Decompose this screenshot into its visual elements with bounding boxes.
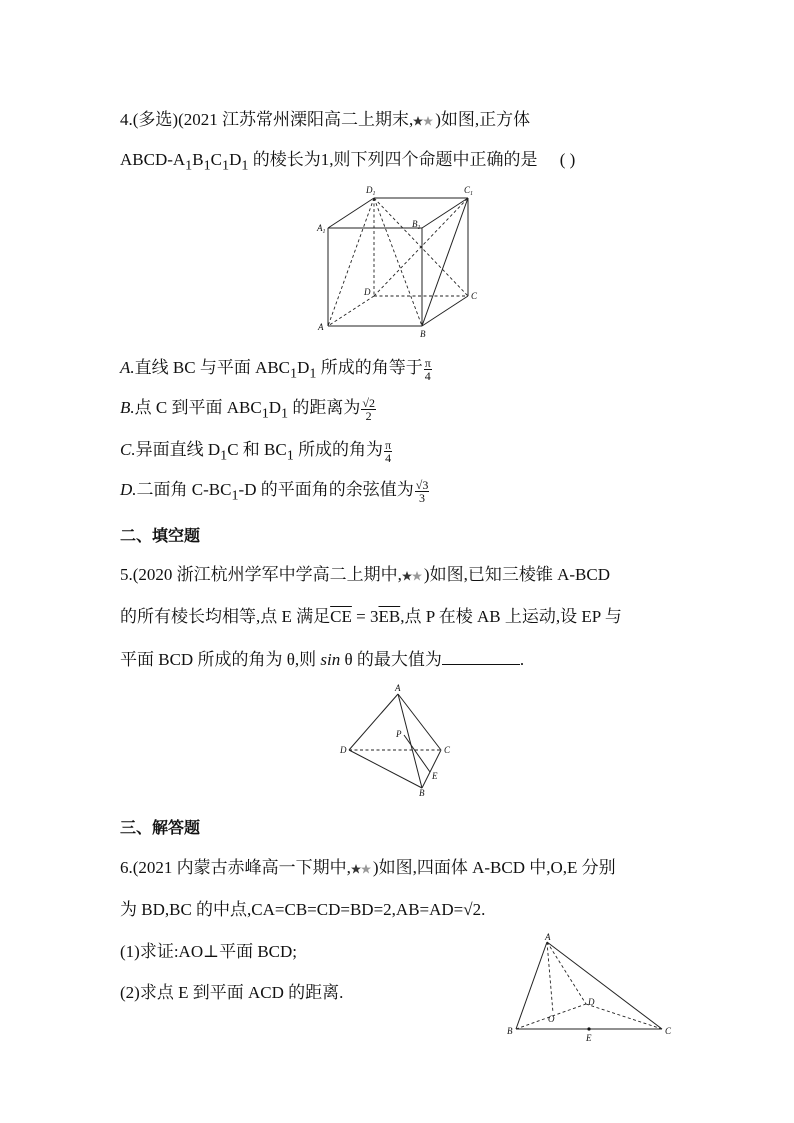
option-text: 点 C 到平面 ABC: [134, 398, 262, 417]
subscript: 1: [281, 405, 289, 422]
option-letter: A.: [120, 358, 135, 377]
diag-bc1: [422, 198, 468, 326]
option-text: 所成的角等于: [320, 358, 423, 377]
answer-blank[interactable]: [442, 648, 520, 665]
option-letter: C.: [120, 440, 136, 459]
edge-ab: [516, 942, 547, 1029]
q4-option-a: [120, 356, 433, 385]
subscript: 1: [261, 405, 269, 422]
edge-ac: [398, 694, 441, 750]
q5-source-text: 5.(2020 浙江杭州学军中学高二上期中,: [120, 565, 402, 584]
subscript: 1: [241, 157, 249, 174]
q5-line3: [120, 648, 524, 672]
label-b: B: [419, 788, 425, 797]
q4-cube-name-a: ABCD-A: [120, 150, 186, 169]
label-d1: $D_1$: [366, 185, 376, 197]
difficulty-stars-icon: [413, 114, 435, 128]
tetrahedron-figure-q6: [502, 932, 680, 1044]
difficulty-stars-icon: [351, 862, 373, 876]
q5-text: = 3: [351, 607, 379, 626]
cube-figure: [312, 180, 492, 340]
fraction: $\frac{\pi}{4}$: [424, 355, 431, 383]
label-c: C: [444, 745, 451, 755]
option-letter: D.: [120, 480, 137, 499]
option-text: 的距离为: [292, 398, 361, 417]
q5-line1: [120, 563, 610, 587]
edge-d1a1: [328, 198, 374, 228]
q5-text: 平面 BCD 所成的角为 θ,则: [120, 650, 321, 669]
subscript: 1: [220, 447, 228, 464]
subscript: 1: [286, 447, 294, 464]
q5-text: ,点 P 在棱 AB 上运动,设 EP 与: [400, 607, 622, 626]
vector-ce: $\overline{CE}$: [330, 607, 352, 626]
q6-line2: 为 BD,BC 的中点,CA=CB=CD=BD=2,AB=AD=√2.: [120, 900, 486, 919]
q4-source-text: 4.(多选)(2021 江苏常州溧阳高二上期末,: [120, 110, 414, 129]
edge-ab: [398, 694, 422, 788]
label-b: B: [507, 1026, 513, 1036]
diag-d1a: [328, 198, 374, 326]
vector-eb: $\overline{EB}$: [378, 607, 401, 626]
q4-cube-name-d: D: [229, 150, 242, 169]
sin-function: sin: [320, 650, 341, 669]
edge-bc: [422, 296, 468, 326]
edge-dc: [586, 1004, 662, 1029]
q5-intro-text: )如图,已知三棱锥 A-BCD: [423, 565, 610, 584]
label-d: D: [588, 997, 595, 1007]
subscript: 1: [290, 365, 298, 382]
fraction: $\frac{√3}{3}$: [415, 477, 429, 505]
q4-line2: [120, 148, 575, 177]
edge-cb: [422, 750, 441, 788]
q6-source-text: 6.(2021 内蒙古赤峰高一下期中,: [120, 858, 351, 877]
option-text: C 和 BC: [227, 440, 287, 459]
edge-b1c1: [422, 198, 468, 228]
q4-question-text: 的棱长为1,则下列四个命题中正确的是: [252, 150, 538, 169]
edge-ac: [547, 942, 662, 1029]
edge-ad: [547, 942, 586, 1004]
q5-text: .: [519, 650, 525, 669]
label-d: D: [340, 745, 347, 755]
q5-text: θ 的最大值为: [340, 650, 442, 669]
diag-d1b: [374, 198, 422, 326]
edge-da: [328, 296, 374, 326]
option-text: 二面角 C-BC: [136, 480, 232, 499]
fraction: $\frac{\pi}{4}$: [385, 437, 392, 465]
point-e: [587, 1027, 590, 1030]
label-c1: $C_1$: [464, 185, 474, 197]
q6-intro-text: )如图,四面体 A-BCD 中,O,E 分别: [372, 858, 616, 877]
subscript: 1: [309, 365, 317, 382]
section-heading-solutions: 三、解答题: [120, 818, 201, 837]
label-b1: $B_1$: [412, 219, 421, 231]
label-b: B: [420, 329, 426, 339]
label-a: A: [318, 322, 324, 332]
q5-text: 的所有棱长均相等,点 E 满足: [120, 607, 331, 626]
option-text: 所成的角为: [298, 440, 384, 459]
q4-intro-text: )如图,正方体: [435, 110, 531, 129]
option-text: 直线 BC 与平面 ABC: [134, 358, 291, 377]
label-e: E: [432, 771, 438, 781]
label-a: A: [545, 932, 551, 942]
subscript: 1: [222, 157, 230, 174]
segment-ao: [547, 942, 553, 1013]
q4-line1: [120, 108, 530, 132]
edge-db: [349, 750, 422, 788]
label-e: E: [586, 1033, 592, 1043]
option-text: D: [268, 398, 282, 417]
q4-cube-name-c: C: [210, 150, 223, 169]
label-c: C: [665, 1026, 672, 1036]
subscript: 1: [203, 157, 211, 174]
answer-parentheses: ( ): [559, 150, 576, 169]
q5-line2: [120, 605, 622, 629]
q4-cube-name-b: B: [192, 150, 204, 169]
option-text: 异面直线 D: [135, 440, 221, 459]
label-c: C: [471, 291, 478, 301]
label-o: O: [548, 1014, 555, 1024]
q4-option-c: [120, 438, 393, 467]
fraction: $\frac{√2}{2}$: [362, 395, 375, 423]
label-p: P: [396, 729, 402, 739]
subscript: 1: [231, 487, 239, 504]
q6-line1: [120, 856, 616, 880]
label-d: D: [364, 287, 371, 297]
q4-option-b: [120, 396, 377, 425]
diag-d1c: [374, 198, 468, 296]
option-text: -D 的平面角的余弦值为: [238, 480, 414, 499]
subscript: 1: [185, 157, 193, 174]
option-text: D: [297, 358, 310, 377]
label-a1: $A_1$: [317, 223, 326, 235]
label-a: A: [395, 683, 401, 693]
edge-ad: [349, 694, 398, 750]
difficulty-stars-icon: [402, 569, 424, 583]
option-letter: B.: [120, 398, 135, 417]
q6-part2: (2)求点 E 到平面 ACD 的距离.: [120, 983, 344, 1002]
section-heading-fill-in: 二、填空题: [120, 526, 201, 545]
q6-part1: (1)求证:AO⊥平面 BCD;: [120, 942, 298, 961]
tetrahedron-figure-q5: [335, 682, 465, 797]
q4-option-d: [120, 478, 430, 507]
